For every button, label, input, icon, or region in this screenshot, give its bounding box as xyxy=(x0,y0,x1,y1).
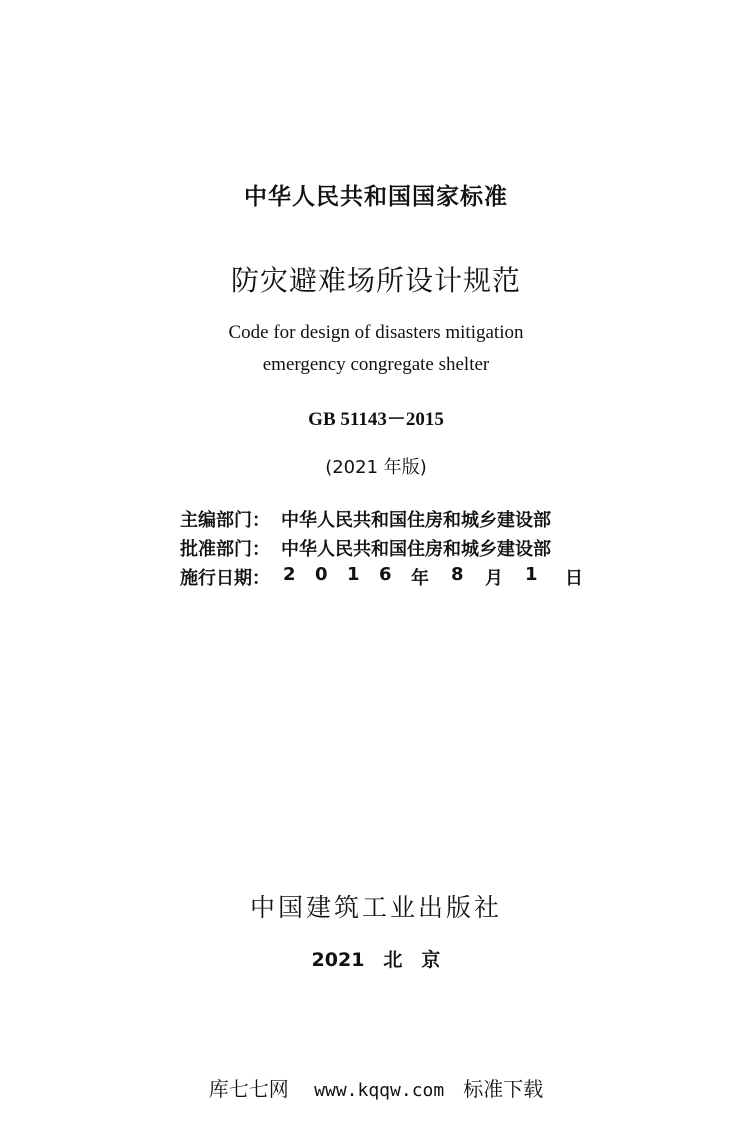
publication-place-year: 2021 北 京 xyxy=(311,949,441,971)
approver-label: 批准部门： xyxy=(180,539,270,560)
date-char: 1 xyxy=(347,564,360,585)
effective-date-label: 施行日期： xyxy=(180,568,270,589)
approver-row xyxy=(180,535,590,563)
date-char: 日 xyxy=(565,568,583,589)
standard-code: GB 51143－2015 xyxy=(308,409,444,430)
date-char: 8 xyxy=(451,564,464,585)
footer-site-name: 库七七网 xyxy=(208,1077,289,1101)
date-char: 0 xyxy=(315,564,328,585)
approver-value: 中华人民共和国住房和城乡建设部 xyxy=(281,539,551,560)
editor-row xyxy=(180,506,590,534)
footer-url: www.kqqw.com xyxy=(314,1080,445,1101)
date-char: 6 xyxy=(379,564,392,585)
document-title-zh: 防灾避难场所设计规范 xyxy=(230,264,521,297)
editor-value: 中华人民共和国住房和城乡建设部 xyxy=(281,510,551,531)
effective-date-row xyxy=(180,564,590,592)
footer-tagline: 标准下载 xyxy=(463,1077,544,1101)
document-title-en-line-1: Code for design of disasters mitigation xyxy=(228,322,524,343)
date-char: 2 xyxy=(283,564,296,585)
date-char: 年 xyxy=(411,568,429,589)
effective-date-value xyxy=(281,564,581,592)
edition: (2021 年版) xyxy=(325,457,427,478)
date-char: 1 xyxy=(525,564,538,585)
document-title-en-line-2: emergency congregate shelter xyxy=(262,354,490,375)
date-char: 月 xyxy=(485,568,503,589)
publisher: 中国建筑工业出版社 xyxy=(249,893,502,922)
editor-label: 主编部门： xyxy=(180,510,270,531)
footer-watermark xyxy=(0,1073,752,1102)
standard-category: 中华人民共和国国家标准 xyxy=(244,184,508,210)
